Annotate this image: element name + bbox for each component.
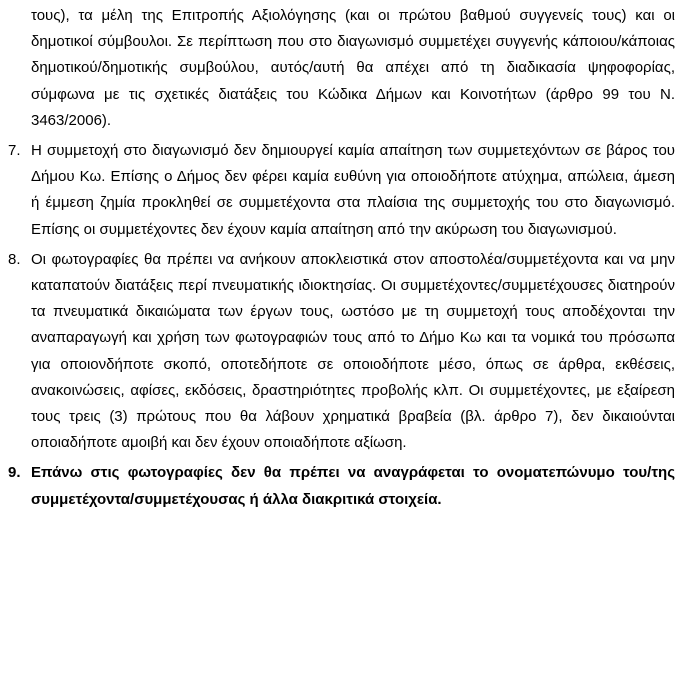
- list-item-number: 9.: [8, 464, 21, 482]
- list-item-number: 8.: [8, 250, 21, 268]
- continuation-paragraph: τους), τα μέλη της Επιτροπής Αξιολόγησης (και οι πρώτου βαθμού συγγενείς τους) και οι δημοτικοί σύμβουλοι. Σε περίπτωση που στο διαγωνισμό συμμετέχει συγγενής κάποιου/κάποιας δημοτικού/δημοτικής συμβούλου, αυτός/αυτή θα απέχει από τη διαδικασία ψηφοφορίας, σύμφωνα με τις σχετικές διατάξεις του Κώδικα Δήμων και Κοινοτήτων (άρθρο 99 του Ν. 3463/2006).: [31, 7, 675, 129]
- list-item-9: [0, 460, 675, 512]
- list-item-text: Οι φωτογραφίες θα πρέπει να ανήκουν αποκλειστικά στον αποστολέα/συμμετέχοντα και να μην καταπατούν διατάξεις περί πνευματικής ιδιοκτησίας. Οι συμμετέχοντες/συμμετέχουσες διατηρούν τα πνευματικά δικαιώματα των έργων τους, ωστόσο με τη συμμετοχή τους αποδέχονται την αναπαραγωγή και χρήση των φωτογραφιών τους από το Δήμο Κω και τα νομικά του πρόσωπα για οποιονδήποτε σκοπό, οποτεδήποτε σε οποιοδήποτε μέσο, όπως σε άρθρα, εκθέσεις, ανακοινώσεις, αφίσες, εκδόσεις, δραστηριότητες προβολής κλπ. Οι συμμετέχοντες, με εξαίρεση τους τρεις (3) πρώτους που θα λάβουν χρηματικά βραβεία (βλ. άρθρο 7), δεν δικαιούνται οποιαδήποτε αμοιβή και δεν έχουν οποιαδήποτε αξίωση.: [31, 250, 675, 452]
- list-item-text: Η συμμετοχή στο διαγωνισμό δεν δημιουργεί καμία απαίτηση των συμμετεχόντων σε βάρος του Δήμου Κω. Επίσης ο Δήμος δεν φέρει καμία ευθύνη για οποιοδήποτε ατύχημα, απώλεια, άμεση ή έμμεση ζημία προκληθεί σε συμμετέχοντα στα πλαίσια της συμμετοχής του στο διαγωνισμό. Επίσης οι συμμετέχοντες δεν έχουν καμία απαίτηση από την ακύρωση του διαγωνισμού.: [31, 142, 675, 238]
- list-item-text: Επάνω στις φωτογραφίες δεν θα πρέπει να αναγράφεται το ονοματεπώνυμο του/της συμμετέχοντα/συμμετέχουσας ή άλλα διακριτικά στοιχεία.: [31, 464, 675, 508]
- list-item-number: 7.: [8, 142, 21, 160]
- list-item-8: [0, 247, 675, 457]
- list-item-7: [0, 138, 675, 243]
